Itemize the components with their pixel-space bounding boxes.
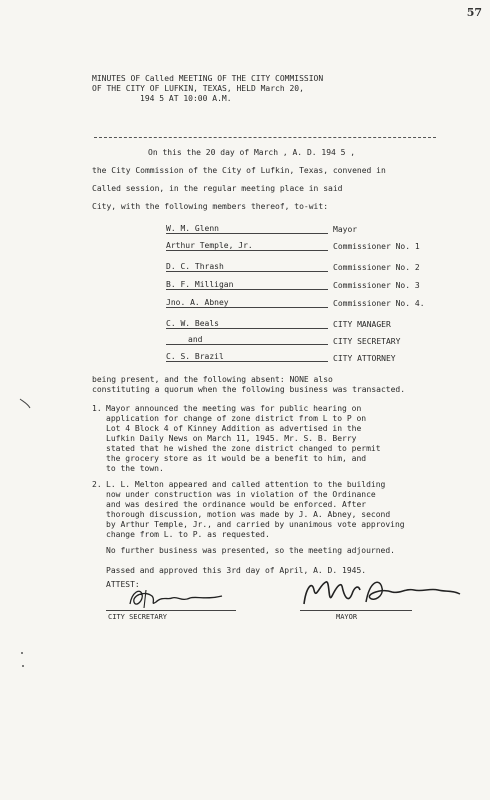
item-1-line: stated that he wished the zone district changed to permit <box>106 444 381 453</box>
item-2-line: now under construction was in violation of the Ordinance <box>106 490 376 499</box>
mayor-label: MAYOR <box>336 613 358 621</box>
item-2-line: by Arthur Temple, Jr., and carried by unanimous vote approving <box>106 520 405 529</box>
mayor-signature-line <box>300 610 412 611</box>
item-1-line: to the town. <box>106 464 164 473</box>
member-title: Commissioner No. 1 <box>333 242 420 251</box>
item-1-line: Mayor announced the meeting was for public hearing on <box>106 404 362 413</box>
margin-mark <box>18 396 32 410</box>
attest-label: ATTEST: <box>106 580 140 589</box>
separator-dashes <box>94 137 436 138</box>
minutes-header-line-3: 194 5 AT 10:00 A.M. <box>140 94 232 103</box>
intro-line-1: On this the 20 day of March , A. D. 194 5 , <box>148 148 356 157</box>
item-number: 2. <box>92 480 102 489</box>
approved-line: Passed and approved this 3rd day of April, A. D. 1945. <box>106 566 367 575</box>
member-title: CITY SECRETARY <box>333 337 401 346</box>
member-title: CITY ATTORNEY <box>333 354 396 363</box>
minutes-header-line-1: MINUTES OF Called MEETING OF THE CITY COMMISSION <box>92 74 324 83</box>
item-1-line: application for change of zone district from L to P on <box>106 414 367 423</box>
secretary-signature-line <box>106 610 236 611</box>
presence-line-1: being present, and the following absent: NONE also <box>92 375 333 384</box>
member-title: Mayor <box>333 225 358 234</box>
page-number: 57 <box>466 6 482 19</box>
member-name: C. S. Brazil <box>166 352 328 362</box>
intro-line-3: Called session, in the regular meeting place in said <box>92 184 343 193</box>
member-title: CITY MANAGER <box>333 320 391 329</box>
item-2-line: and was desired the ordinance would be enforced. After <box>106 500 367 509</box>
item-1-line: Lot 4 Block 4 of Kinney Addition as advertised in the <box>106 424 362 433</box>
margin-mark <box>18 650 28 670</box>
member-title: Commissioner No. 2 <box>333 263 420 272</box>
mayor-signature <box>296 574 466 614</box>
item-number: 1. <box>92 404 102 413</box>
adjourn-line: No further business was presented, so the meeting adjourned. <box>106 546 395 555</box>
member-title: Commissioner No. 4. <box>333 299 425 308</box>
member-title: Commissioner No. 3 <box>333 281 420 290</box>
item-2-line: thorough discussion, motion was made by J. A. Abney, second <box>106 510 391 519</box>
intro-line-4: City, with the following members thereof, to-wit: <box>92 202 329 211</box>
member-name: B. F. Milligan <box>166 280 328 290</box>
item-1-line: Lufkin Daily News on March 11, 1945. Mr. S. B. Berry <box>106 434 357 443</box>
member-name: Arthur Temple, Jr. <box>166 241 328 251</box>
member-name: D. C. Thrash <box>166 262 328 272</box>
secretary-label: CITY SECRETARY <box>108 613 168 621</box>
item-1-line: the grocery store as it would be a benefit to him, and <box>106 454 367 463</box>
presence-line-2: constituting a quorum when the following business was transacted. <box>92 385 406 394</box>
member-name: C. W. Beals <box>166 319 328 329</box>
member-name: and <box>166 335 328 345</box>
minutes-header-line-2: OF THE CITY OF LUFKIN, TEXAS, HELD March 20, <box>92 84 304 93</box>
member-name: W. M. Glenn <box>166 224 328 234</box>
item-2-line: change from L. to P. as requested. <box>106 530 270 539</box>
intro-line-2: the City Commission of the City of Lufkin, Texas, convened in <box>92 166 386 175</box>
member-name: Jno. A. Abney <box>166 298 328 308</box>
item-2-line: L. L. Melton appeared and called attention to the building <box>106 480 386 489</box>
